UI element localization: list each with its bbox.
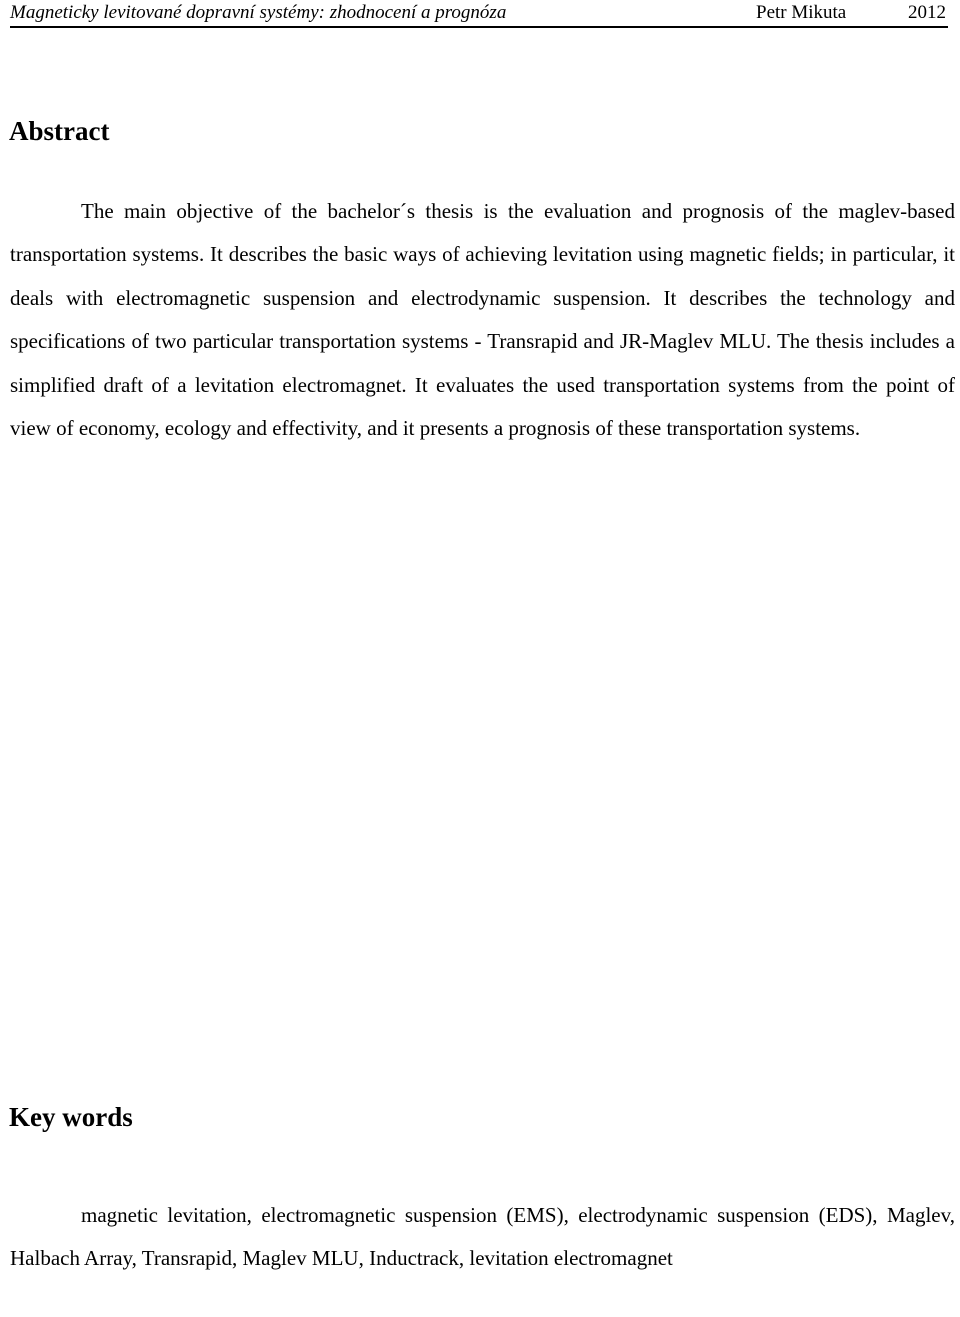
abstract-heading: Abstract (9, 116, 110, 146)
keywords-heading: Key words (9, 1102, 133, 1132)
header-year: 2012 (908, 2, 946, 23)
header-document-title: Magneticky levitované dopravní systémy: zhodnocení a prognóza (10, 2, 507, 23)
header-author: Petr Mikuta (756, 2, 847, 23)
abstract-paragraph: The main objective of the bachelor´s thesis is the evaluation and prognosis of the maglev-based transportation systems. It describes the basic ways of achieving levitation using magnetic fields; in particular, it deals with electromagnetic suspension and electrodynamic suspension. It describes the technology and specifications of two particular transportation systems - Transrapid and JR-Maglev MLU. The thesis includes a simplified draft of a levitation electromagnet. It evaluates the used transportation systems from the point of view of economy, ecology and effectivity, and it presents a prognosis of these transportation systems. (10, 199, 955, 441)
keywords-paragraph: magnetic levitation, electromagnetic suspension (EMS), electrodynamic suspension (EDS), Maglev, Halbach Array, Transrapid, Maglev MLU, Inductrack, levitation electromagnet (10, 1203, 955, 1271)
page-header (10, 0, 948, 28)
